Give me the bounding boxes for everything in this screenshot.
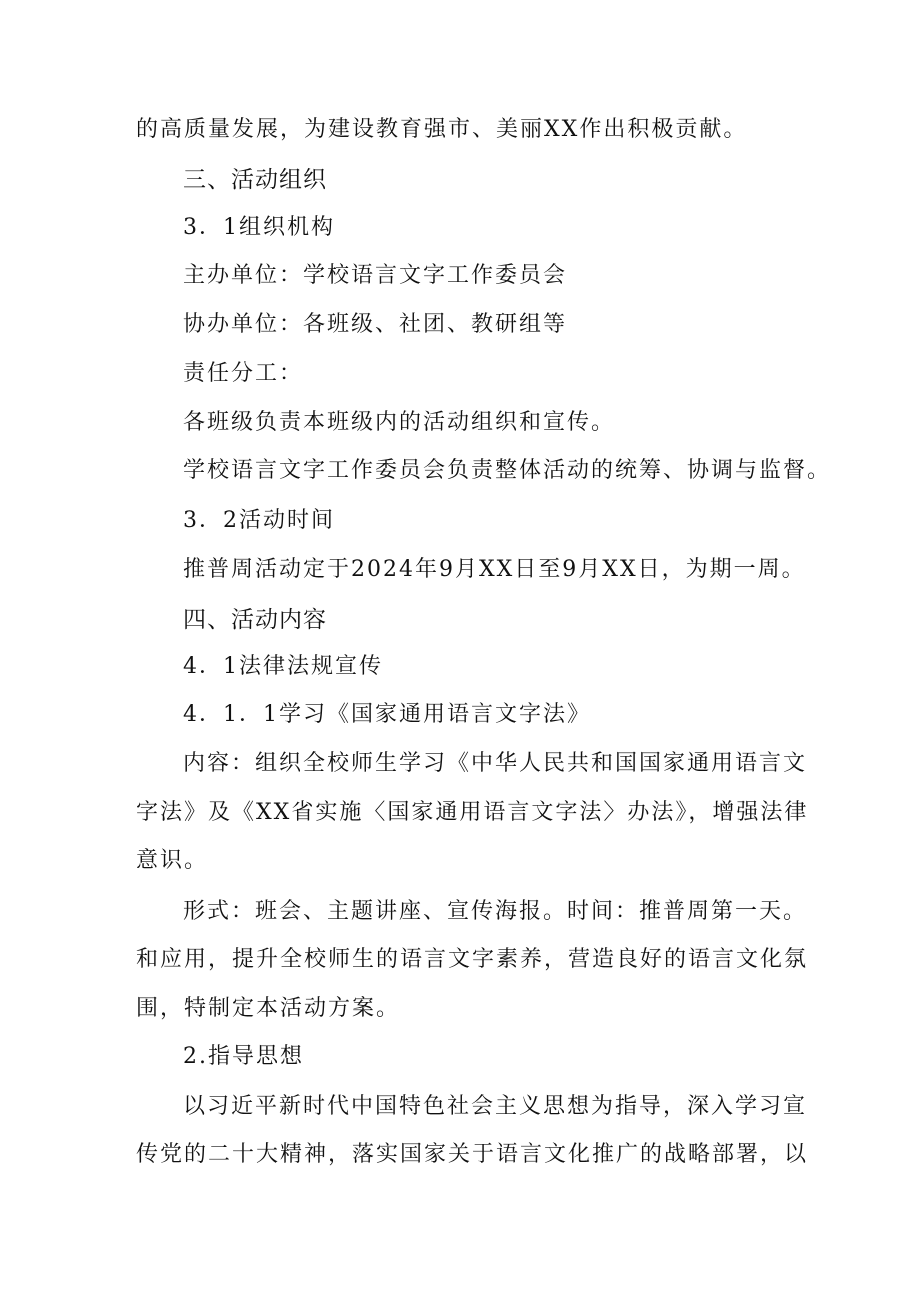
text-line-co-organizer: 协办单位：各班级、社团、教研组等 (183, 312, 568, 337)
text-line-responsibility: 责任分工： (183, 361, 304, 386)
text-line-organizer: 主办单位：学校语言文字工作委员会 (183, 263, 568, 288)
text-line-content-1: 内容：组织全校师生学习《中华人民共和国国家通用语言文 (183, 751, 808, 776)
text-line-content-3: 意识。 (136, 848, 209, 873)
text-line-purpose-2: 围，特制定本活动方案。 (136, 996, 401, 1021)
section-heading-4: 四、活动内容 (183, 607, 327, 633)
text-line-1: 的高质量发展，为建设教育强市、美丽XX作出积极贡献。 (136, 117, 748, 142)
subsection-heading-3-1: 3．1组织机构 (183, 215, 335, 240)
text-line-purpose-1: 和应用，提升全校师生的语言文字素养，营造良好的语言文化氛 (136, 947, 809, 972)
subsection-heading-3-2: 3．2活动时间 (183, 508, 335, 533)
section-heading-guiding-thought: 2.指导思想 (183, 1044, 304, 1069)
section-heading-3: 三、活动组织 (183, 167, 327, 193)
text-line-guiding-2: 传党的二十大精神，落实国家关于语言文化推广的战略部署，以 (136, 1142, 809, 1167)
text-line-guiding-1: 以习近平新时代中国特色社会主义思想为指导，深入学习宣 (183, 1094, 808, 1119)
text-line-form: 形式：班会、主题讲座、宣传海报。时间：推普周第一天。 (183, 899, 808, 924)
text-line-committee-duty: 学校语言文字工作委员会负责整体活动的统筹、协调与监督。 (183, 458, 832, 483)
text-line-class-duty: 各班级负责本班级内的活动组织和宣传。 (183, 410, 616, 435)
text-line-activity-time: 推普周活动定于2024年9月XX日至9月XX日，为期一周。 (183, 557, 806, 582)
subsection-heading-4-1: 4．1法律法规宣传 (183, 654, 383, 679)
text-line-content-2: 字法》及《XX省实施〈国家通用语言文字法〉办法》，增强法律 (136, 800, 809, 825)
subsection-heading-4-1-1: 4．1．1学习《国家通用语言文字法》 (183, 702, 591, 727)
